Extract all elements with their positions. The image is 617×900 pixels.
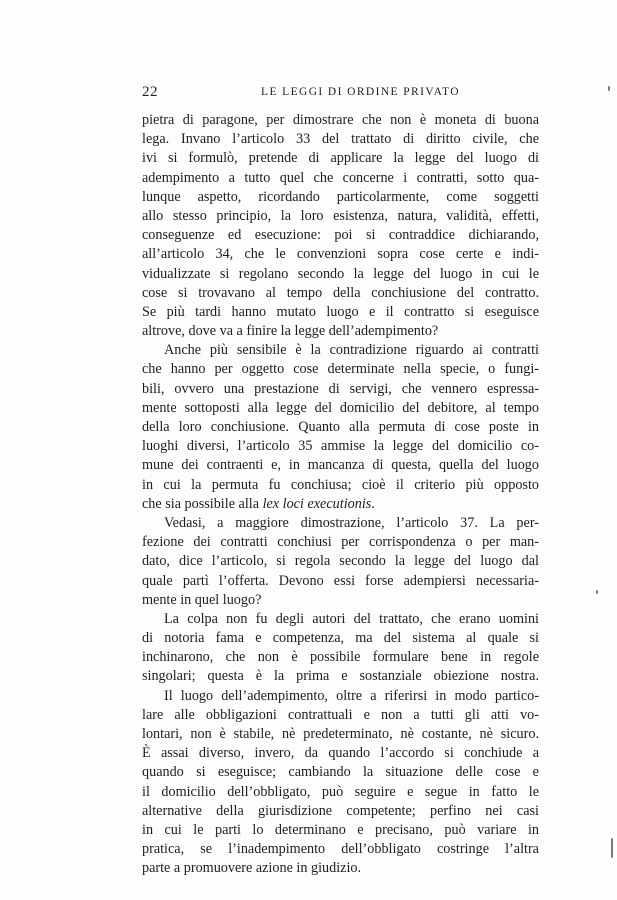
text-line: ivi si formulò, pretende di applicare la legge del luogo di (142, 150, 539, 167)
text-line: singolari; questa è la prima e sostanziale obiezione nostra. (142, 668, 539, 685)
running-header (142, 84, 539, 104)
text-line: Anche più sensibile è la contradizione riguardo ai contratti (164, 342, 539, 359)
text-line: mente sottoposti alla legge del domicilio del debitore, al tempo (142, 399, 539, 416)
text-line: pietra di paragone, per dimostrare che non è moneta di buona (142, 112, 539, 128)
text-line: alternative della giurisdizione competente; perfino nei casi (142, 802, 539, 819)
text-line: pratica, se l’inadempimento dell’obbligato costringe l’altra (142, 841, 539, 858)
text-line: allo stesso principio, la loro esistenza, natura, validità, effetti, (142, 207, 539, 224)
paragraph (142, 610, 539, 687)
text-line: lare alle obbligazioni contrattuali e non a tutti gli atti vo- (142, 706, 539, 723)
text-line: quando si eseguisce; cambiando la situazione delle cose e (142, 764, 539, 781)
text-line: Il luogo dell’adempimento, oltre a riferirsi in modo partico- (164, 687, 539, 704)
text-fragment: . (371, 495, 375, 512)
text-line: parte a promuovere azione in giudizio. (142, 860, 362, 877)
text-line: di notoria fama e competenza, ma del sistema al quale si (142, 630, 539, 647)
text-line: adempimento a tutto quel che concerne i contratti, sotto qua- (142, 169, 539, 186)
text-line: La colpa non fu degli autori del trattato, che erano uomini (164, 610, 539, 627)
text-line: cose si trovavano al tempo della conchiusione del contratto. (142, 284, 539, 301)
latin-phrase: lex loci executionis (262, 495, 372, 512)
text-line: all’articolo 34, che le convenzioni sopra cose certe e indi- (142, 246, 539, 263)
text-line: dato, dice l’articolo, si regola secondo la legge del luogo dal (142, 553, 539, 570)
text-line: lontari, non è stabile, nè predeterminato, nè costante, nè sicuro. (142, 726, 539, 742)
body-text (142, 111, 539, 879)
text-line: lega. Invano l’articolo 33 del trattato di diritto civile, che (142, 131, 539, 148)
text-line: della loro conchiusione. Quanto alla permuta di cose poste in (142, 419, 539, 435)
text-line: luoghi diversi, l’articolo 35 ammise la legge del domicilio co- (142, 438, 539, 455)
text-fragment: che sia possibile alla (142, 495, 263, 512)
text-line: in cui le parti lo determinano e precisano, può variare in (142, 821, 539, 838)
paragraph (142, 341, 539, 514)
text-line: in cui la permuta fu conchiusa; cioè il criterio più opposto (142, 476, 539, 493)
scan-speck (608, 86, 610, 91)
text-line: conseguenze ed esecuzione: poi si contraddice dichiarando, (142, 227, 539, 244)
text-line: bili, ovvero una prestazione di servigi, che vennero espressa- (142, 380, 539, 397)
text-line: che hanno per oggetto cose determinate nella specie, o fungi- (142, 361, 539, 378)
text-line: Se più tardi hanno mutato luogo e il contratto si eseguisce (142, 303, 539, 320)
paragraph (142, 687, 539, 879)
text-line: mune dei contraenti e, in mancanza di questa, quella del luogo (142, 457, 539, 474)
text-line: il domicilio dell’obbligato, può seguire e segue in fatto le (142, 783, 539, 800)
paragraph (142, 514, 539, 610)
text-line: fezione dei contratti conchiusi per corrispondenza o per man- (142, 534, 539, 551)
page-number: 22 (142, 84, 158, 100)
text-line: Vedasi, a maggiore dimostrazione, l’articolo 37. La per- (164, 514, 539, 531)
text-line (142, 495, 539, 514)
text-line: vidualizzate si regolano secondo la legge del luogo in cui le (142, 265, 539, 282)
scan-speck (611, 838, 613, 858)
text-line: quale partì l’offerta. Devono essi forse adempiersi necessaria- (142, 572, 539, 589)
text-line: inchinarono, che non è possibile formulare bene in regole (142, 649, 539, 666)
paragraph (142, 111, 539, 341)
running-title: LE LEGGI DI ORDINE PRIVATO (261, 86, 460, 98)
text-line: mente in quel luogo? (142, 591, 262, 608)
text-line: lunque aspetto, ricordando particolarmente, come soggetti (142, 188, 539, 205)
text-line: È assai diverso, invero, da quando l’accordo si conchiude a (142, 745, 539, 762)
scan-speck (596, 590, 598, 594)
text-line: altrove, dove va a finire la legge dell’adempimento? (142, 323, 439, 340)
